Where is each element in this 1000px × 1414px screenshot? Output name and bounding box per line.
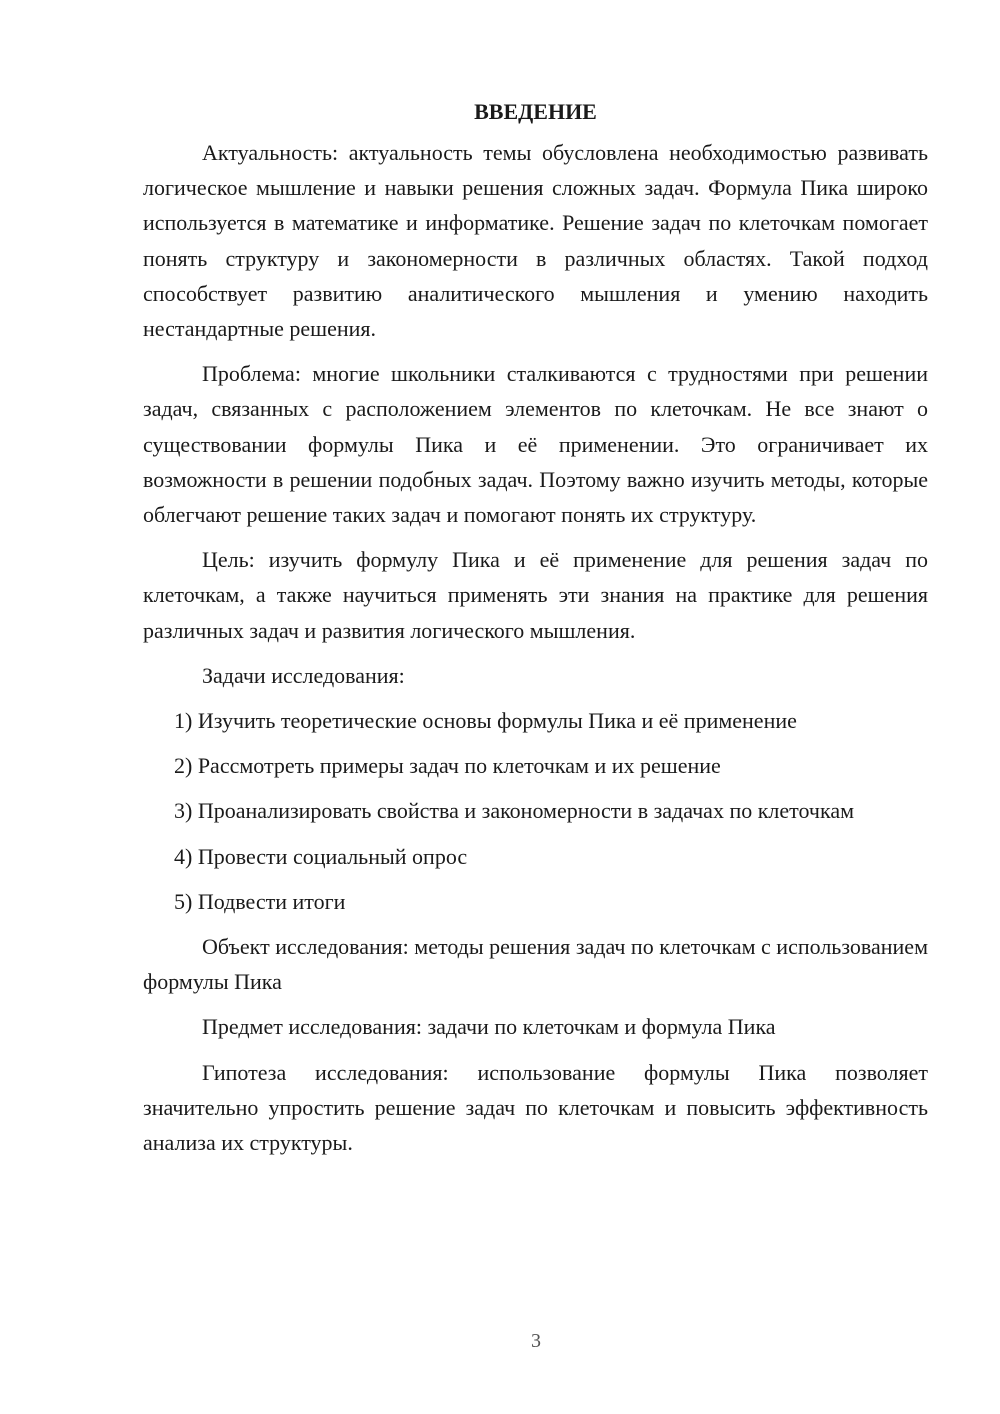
goal-paragraph: Цель: изучить формулу Пика и её применение для решения задач по клеточкам, а также научиться применять эти знания на практике для решения различных задач и развития логического мышления.	[143, 547, 928, 643]
task-item-4: 4) Провести социальный опрос	[174, 843, 468, 869]
task-item-2: 2) Рассмотреть примеры задач по клеточкам и их решение	[174, 753, 721, 779]
task-item-5: 5) Подвести итоги	[174, 888, 346, 914]
subject-paragraph: Предмет исследования: задачи по клеточкам и формула Пика	[202, 1014, 776, 1040]
object-paragraph: Объект исследования: методы решения задач по клеточкам с использованием формулы Пика	[143, 934, 928, 995]
relevance-paragraph: Актуальность: актуальность темы обусловлена необходимостью развивать логическое мышление и навыки решения сложных задач. Формула Пика широко используется в математике и информатике. Решение задач по клеточкам помогает понять структуру и закономерности в различных областях. Такой подход способствует развитию аналитического мышления и умению находить нестандартные решения.	[143, 140, 928, 342]
document-page	[143, 94, 928, 1170]
task-item-3: 3) Проанализировать свойства и закономерности в задачах по клеточкам	[174, 798, 855, 824]
problem-paragraph: Проблема: многие школьники сталкиваются с трудностями при решении задач, связанных с расположением элементов по клеточкам. Не все знают о существовании формулы Пика и её применении. Это ограничивает их возможности в решении подобных задач. Поэтому важно изучить методы, которые облегчают решение таких задач и помогают понять их структуру.	[143, 361, 928, 528]
hypothesis-paragraph: Гипотеза исследования: использование формулы Пика позволяет значительно упростить решение задач по клеточкам и повысить эффективность анализа их структуры.	[143, 1059, 928, 1156]
page-number: 3	[531, 1330, 541, 1352]
task-item-1: 1) Изучить теоретические основы формулы Пика и её применение	[174, 708, 797, 734]
section-heading: ВВЕДЕНИЕ	[474, 99, 597, 124]
tasks-title: Задачи исследования:	[202, 662, 405, 688]
